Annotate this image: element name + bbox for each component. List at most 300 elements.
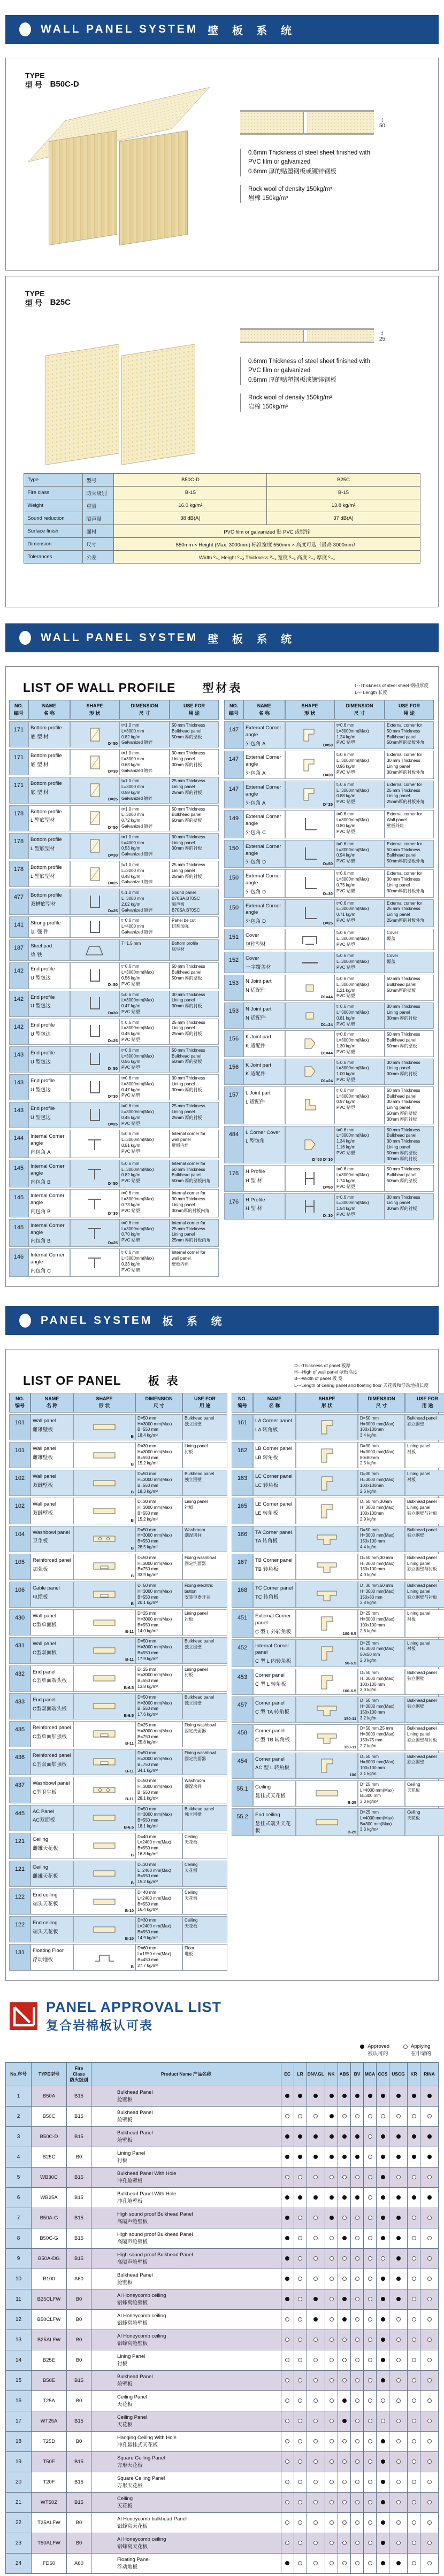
approved-dot-icon [338,2147,351,2168]
applying-dot-icon [307,2391,325,2411]
wall-profile-row [9,991,220,1017]
item-name: K Joint part K 适配件 [243,1030,285,1056]
item-no: 178 [9,861,28,887]
applying-dot-icon [364,2208,377,2228]
row-no: 21 [6,2493,32,2513]
applying-dot-icon [325,2228,338,2249]
row-product-name: High sound proof Bulkhead Panel 高隔声舱壁板 [91,2228,281,2249]
item-no: 430 [9,1609,30,1636]
cover-shape-icon [285,929,334,950]
row-product-name: Bulkhead Panel 舱壁板 [91,2127,281,2147]
panel-row [232,1414,444,1440]
approved-dot-icon [307,2188,325,2208]
item-use-for: Lining panel 衬板 [182,1498,227,1524]
item-dimension: D=50 mm H=3000 mm(Max) B=550 mm 18.1 kg/m² [135,1805,182,1831]
applying-dot-icon [338,2350,351,2371]
row-type: FD60 [32,2554,67,2574]
approved-dot-icon [389,2269,408,2289]
row-no: 12 [6,2310,32,2330]
applying-dot-icon [307,2513,325,2533]
item-use-for: 50 mm Thickness Bulkhead panel 50mm 厚的壁板 [385,1165,434,1191]
approved-dot-icon [408,2147,420,2168]
applying-dot-icon [351,2168,364,2188]
society-col-MCA: MCA [364,2063,377,2086]
approval-row [6,2533,439,2554]
item-no: 142 [9,962,28,989]
applying-dot-icon [281,2107,294,2127]
applying-dot-icon [294,2452,307,2472]
panel-row [232,1498,444,1524]
applying-dot-icon [351,2350,364,2371]
item-dimension: t=0.6 mm L=3000mm(Max) 0.45 kg/m PVC 贴塑 [119,1102,170,1128]
applying-dot-icon [351,2472,364,2493]
item-name: L Joint part L 适配件 [243,1086,285,1124]
applying-dot-icon [325,2411,338,2432]
item-name: Corner panel C 型 TA 转角板 [253,1696,296,1723]
applying-dot-icon [408,2513,420,2533]
approved-dot-icon [389,2249,408,2269]
item-no: 153 [224,975,243,1001]
applying-dot-icon [325,2432,338,2452]
applying-dot-icon [351,2452,364,2472]
approval-row [6,2208,439,2228]
item-use-for: 50 mm Thickness Bulkhead panel 50mm 厚的壁板 [170,1046,219,1073]
item-use-for: Bulkhead panel 独立围壁 [182,1414,227,1440]
panel-row [9,1777,227,1803]
applying-dot-icon [377,2411,389,2432]
applying-dot-icon [351,2533,364,2554]
item-name: TC Corner panel TC 转角板 [253,1582,296,1608]
applying-dot-icon [420,2228,439,2249]
item-use-for: 30 mm Thickness Lining panel 30mm 厚的衬板 [385,1193,434,1220]
item-name: LC Corner panel LC 转角板 [253,1470,296,1496]
applying-dot-icon [351,2228,364,2249]
item-no: 143 [9,1074,28,1100]
panel-row [232,1639,444,1667]
type-code: B25C [50,298,71,307]
applying-dot-icon [389,2310,408,2330]
applying-dot-icon [351,2289,364,2310]
row-fire-class: B15 [67,2452,91,2472]
item-name: TB Corner panel TB 转角板 [253,1554,296,1580]
applying-dot-icon [325,2289,338,2310]
applying-dot-icon [389,2350,408,2371]
applying-dot-icon [307,2411,325,2432]
lpanel-shape-icon [296,1414,358,1440]
applying-dot-icon [420,2249,439,2269]
angle-shape-icon: D=30 [285,869,334,897]
item-name: Cover 一字覆盖材 [243,952,285,973]
item-dimension: t=1.0 mm L=3000 mm 0.48 kg/m Galvanized 镀锌 [119,861,170,887]
wall-profile-row [9,833,220,859]
item-name: K Joint part K 适配件 [243,1059,285,1085]
applying-dot-icon [281,2310,294,2330]
item-name: Strong profile 加 强 件 [28,916,70,938]
applying-dot-icon [351,2391,364,2411]
angle-shape-icon: D=50 [285,840,334,868]
item-use-for: Sound panel B70SA,B70SC 隔声板 B70SA,B70SC [170,889,219,915]
row-product-name: High sound proof Bulkhead Panel 高隔声舱壁板 [91,2249,281,2269]
wall-profile-row [224,810,435,838]
profile-table-left [9,700,220,1277]
panel-shape-icon: B [73,1442,135,1468]
item-name: Bottom profile L 型底型材 [28,833,70,859]
item-no: 146 [9,1248,28,1276]
row-type: T20F [32,2472,67,2493]
approved-dot-icon [377,2330,389,2350]
item-use-for: 25 mm Thickness Lining panel 25mm 厚的衬板 [170,1102,219,1128]
row-no: 19 [6,2452,32,2472]
wall-profile-row [9,721,220,747]
approved-dot-icon [281,2188,294,2208]
item-no: 458 [232,1724,253,1750]
item-dimension: D=30 mm L=2400 mm(Max) B=550 mm 14.9 kg/m² [135,1916,182,1942]
panel-row [232,1442,444,1468]
applying-dot-icon [364,2452,377,2472]
bullet-icon [19,631,31,645]
table-header: NO. 编号 NAME 名 称 SHAPE 形 状 DIMENSION 尺 寸 USE FOR 用 途 [9,1393,227,1413]
applying-dot-icon [338,2452,351,2472]
steel-sheet-note: 0.6mm Thickness of steel sheet finished with PVC film or galvanized 0.6mm 厚的贴塑钢板或镀锌钢板 [240,357,428,385]
applying-dot-icon [338,2249,351,2269]
applying-dot-icon [364,2127,377,2147]
item-dimension: t=1.0 mm L=3000 mm 0.72 kg/m Galvanized 镀锌 [119,805,170,831]
item-use-for: Lining panel 衬板 [405,1442,444,1468]
approval-row [6,2452,439,2472]
row-no: 1 [6,2086,32,2107]
item-no: 143 [9,1102,28,1128]
item-use-for: Bottom profile 底型材 [170,939,219,961]
row-no: 2 [6,2107,32,2127]
item-use-for: Bulkhead panel Lining panel 独立围壁与衬板 [405,1554,444,1580]
row-type: B50CLFW [32,2310,67,2330]
applying-dot-icon [420,2391,439,2411]
approved-dot-icon [338,2086,351,2107]
item-name: Wall panel 双雌壁板 [30,1498,73,1524]
approved-dot-icon [281,2289,294,2310]
item-no: 435 [9,1721,30,1747]
applying-dot-icon [307,2350,325,2371]
item-no: 176 [224,1193,243,1220]
item-no: 454 [232,1753,253,1779]
approved-dot-icon [281,2147,294,2168]
item-use-for: Lining panel 衬板 [182,1609,227,1636]
item-name: End profile U 型包边 [28,1102,70,1128]
approval-legend: Approved 被认可的 Applying 在申请的 [5,2043,431,2058]
item-use-for: Internal corner for 25 mm Thickness Lining panel 25mm 厚的衬板内角 [170,1219,219,1247]
item-no: 145 [9,1219,28,1247]
item-no: 171 [9,777,28,803]
row-type: B25CLFW [32,2289,67,2310]
applying-dot-icon [364,2411,377,2432]
item-dimension: t=1.0 mm L=3000 mm 0.82 kg/m Galvanized 镀锌 [119,721,170,747]
section-title-cn: 板 系 统 [162,1316,227,1328]
approval-header-row: No.序号 TYPE型号 Fire Class 防火级别 Product Name 产品名称 EC LR DNV.GL NK ABS BV MCA CCS USCG KR RINA [6,2063,439,2086]
item-no: 168 [232,1582,253,1608]
panel-shape-icon: B-6.5 [73,1665,135,1692]
item-dimension: t=0.6 mm L=3000mm(Max) 1.30 kg/m PVC 贴塑 [334,1030,385,1056]
applying-dot-icon [408,2168,420,2188]
approved-dot-icon [351,2147,364,2168]
row-no: 10 [6,2269,32,2289]
approval-title [10,1999,439,2033]
item-no: 101 [9,1414,30,1440]
row-type: T50F [32,2452,67,2472]
item-dimension: t=1.0 mm L=3000 mm 2.02 kg/m Galvanized 镀锌 [119,889,170,915]
item-no: 445 [9,1805,30,1831]
society-col-CCS: CCS [377,2063,389,2086]
approved-dot-icon [377,2452,389,2472]
approved-dot-icon [389,2208,408,2228]
tpanel-shape-icon [296,1582,358,1608]
applying-dot-icon [408,2493,420,2513]
item-dimension: t=0.6 mm L=3000mm(Max) PVC 贴塑 [334,929,385,950]
item-use-for: 30 mm Thickness Lining panel 30mm 厚的衬板 [170,833,219,859]
applying-dot-icon [307,2493,325,2513]
table-header: NO. 编号 NAME 名 称 SHAPE 形 状 DIMENSION 尺 寸 USE FOR 用 途 [232,1393,444,1413]
society-col-USCG: USCG [389,2063,408,2086]
item-no: 102 [9,1470,30,1496]
applying-dot-icon [420,2472,439,2493]
applying-dot-icon [408,2310,420,2330]
approved-dot-icon [377,2554,389,2574]
item-name: External Corner angle 外包角 A [243,781,285,808]
applying-dot-icon [420,2411,439,2432]
row-type: T25A [32,2391,67,2411]
item-no: 147 [224,781,243,808]
approved-dot-icon [377,2228,389,2249]
row-product-name: Al Honeycomb ceiling 铝蜂窝舱壁板 [91,2310,281,2330]
panel-row [9,1609,227,1636]
approval-title-cn: 复合岩棉板认可表 [46,2018,153,2032]
row-fire-class: B15 [67,2208,91,2228]
item-name: Steel pad 垫 铁 [28,939,70,961]
panel-holes-shape-icon: B [73,1526,135,1552]
applying-dot-icon [364,2472,377,2493]
applying-dot-icon [325,2452,338,2472]
type-label [25,71,428,90]
applying-dot-icon [294,2472,307,2493]
approved-dot-icon [338,2391,351,2411]
item-dimension: D=25 mm L=4000 mm(Max) B=300 mm(Max) 3.3 kg/m² [358,1808,405,1836]
item-use-for: 30 mm Thickness Lining panel 30mm 厚的衬板 [385,1002,434,1029]
item-name: Washbowl panel 卫生板 [30,1526,73,1552]
wall-profile-row [224,1126,435,1164]
item-dimension: D=50 mm H=3000 mm(Max) B=550 mm 28.1 kg/m² [135,1777,182,1803]
item-no: 147 [224,721,243,749]
box-shape-icon: D=25 [70,861,119,887]
wall-profile-row [224,1030,435,1056]
row-no: 22 [6,2513,32,2533]
item-use-for: 50 mm Thickness Bulkhead panel 50mm 厚的壁板 [170,721,219,747]
item-dimension: t=0.6 mm L=3000mm(Max) 0.47 kg/m PVC 贴塑 [119,1074,170,1100]
item-use-for: Bulkhead panel 独立围壁 [405,1753,444,1779]
item-name: Cover 包柱型材 [243,929,285,950]
item-dimension: D=50 mm H=3000 mm(Max) 100x100 mm 3.0 kg/m [358,1669,405,1695]
applying-dot-icon [408,2269,420,2289]
row-type: T50ALFW [32,2533,67,2554]
applying-dot-icon [408,2432,420,2452]
item-no: 101 [9,1442,30,1468]
applying-dot-icon [351,2208,364,2228]
applying-dot-icon [325,2350,338,2371]
cross-section [240,110,374,135]
applying-dot-icon [364,2513,377,2533]
applying-dot-icon [294,2493,307,2513]
applying-dot-icon [294,2289,307,2310]
item-name: End profile U 型包边 [28,1019,70,1045]
panel-row [9,1554,227,1580]
type-b50cd-box [5,58,439,271]
applying-dot-icon [377,2391,389,2411]
approved-dot-icon [389,2147,408,2168]
approved-dot-icon [338,2188,351,2208]
approved-dot-icon [325,2127,338,2147]
row-fire-class: B0 [67,2432,91,2452]
applying-dot-icon [294,2513,307,2533]
item-no: 122 [9,1888,30,1915]
approved-dot-icon [389,2086,408,2107]
approved-dot-icon [281,2228,294,2249]
item-dimension: D=25 mm H=3000 mm(Max) 100x100 mm 2.6 kg/m [358,1609,405,1637]
item-dimension: D=50 mm H=3000 mm(Max) B=550 mm 17.6 kg/m² [135,1693,182,1719]
panel-shape-icon: B-25 [296,1808,358,1836]
wall-profile-row [224,1165,435,1191]
type-label [25,289,428,308]
row-no: 14 [6,2350,32,2371]
applying-dot-icon [408,2452,420,2472]
wall-profile-row [9,861,220,887]
row-type: B50A-G [32,2208,67,2228]
approval-row [6,2310,439,2330]
item-no: 484 [224,1126,243,1164]
row-no: 11 [6,2289,32,2310]
item-dimension: t=0.6 mm L=3000mm(Max) 0.94 kg/m PVC 贴塑 [334,840,385,868]
item-name: Internal Corner angle 内包角 B [28,1160,70,1187]
row-fire-class: B0 [67,2289,91,2310]
applying-dot-icon [420,2513,439,2533]
applying-dot-icon [408,2472,420,2493]
applying-dot-icon [325,2493,338,2513]
item-use-for: 50 mm Thickness Bulkhead panel 30 mm Thickness Lining panel 50mm 厚的壁板 30mm 厚的衬板 [385,1126,434,1164]
wall-profile-row [9,1102,220,1128]
k-shape-icon: D=50 D=30 [285,1126,334,1164]
rockwool-panel-right [121,344,195,465]
approved-dot-icon [377,2289,389,2310]
row-fire-class: B0 [67,2310,91,2330]
approval-row [6,2371,439,2391]
profile-table-right [224,700,435,1277]
item-no: 131 [9,1944,30,1970]
applying-dot-icon [403,2045,408,2049]
wall-profile-row [224,929,435,950]
lpanel-shape-icon: 100-6.5 [296,1609,358,1637]
item-name: External Corner angle 外包角 A [243,751,285,778]
panel-shape-icon: B [73,1861,135,1887]
approved-dot-icon [294,2188,307,2208]
wall-profile-row [9,749,220,775]
row-product-name: Square Ceiling Panel 方形天花板 [91,2472,281,2493]
item-no: 433 [9,1693,30,1719]
row-product-name: Bulkhead Panel With Hole 冲孔舱壁板 [91,2168,281,2188]
item-name: Corner panel C 型 TB 转角板 [253,1724,296,1750]
panel-shape-icon: B-6.5 [73,1805,135,1831]
isometric-panel-drawing [16,94,240,246]
applying-dot-icon [307,2432,325,2452]
panel-notch-shape-icon: B-11 [73,1721,135,1747]
row-no: 8 [6,2228,32,2249]
applying-dot-icon [420,2330,439,2350]
item-use-for: Bulkhead panel Lining panel 独立围壁与衬板 [405,1582,444,1608]
section-title-en: PANEL SYSTEM [41,1314,153,1326]
item-name: N Joint part N 适配件 [243,975,285,1001]
panel-row [232,1696,444,1723]
wall-profile-row [224,1193,435,1220]
u-shape-icon: D=25 [70,1019,119,1045]
approval-row [6,2330,439,2350]
applying-dot-icon [294,2228,307,2249]
item-use-for: Fixing elechtric button 安装电器开关 [182,1582,227,1608]
applying-dot-icon [420,2350,439,2371]
item-dimension: D=50 mm H=3000 mm(Max) 100x100 mm 3.1 kg/m [358,1753,405,1779]
applying-dot-icon [420,2493,439,2513]
applying-dot-icon [408,2350,420,2371]
approval-row [6,2513,439,2533]
applying-dot-icon [408,2228,420,2249]
h-shape-icon: D=50 [285,1165,334,1191]
item-no: 106 [9,1582,30,1608]
drawing-notes [240,357,428,412]
row-type: B50E [32,2371,67,2391]
item-use-for: Ceiling 天花板 [405,1780,444,1807]
section-header-panel-system [5,1306,439,1335]
item-no: 141 [9,916,28,938]
panel-shape-icon: B-10 [73,1916,135,1942]
row-no: 4 [6,2147,32,2168]
item-use-for: Panel be cut 切割加强 [170,916,219,938]
u-shape-icon: D=50 [70,1046,119,1073]
approved-dot-icon [377,2086,389,2107]
applying-dot-icon [281,2330,294,2350]
applying-dot-icon [281,2533,294,2554]
item-dimension: t=0.6 mm L=3000mm(Max) 0.96 kg/m PVC 贴塑 [334,751,385,778]
applying-dot-icon [338,2208,351,2228]
type-word: TYPE 型 号 [25,289,45,307]
lpanel-shape-icon: 100 [296,1753,358,1779]
spec-table [24,473,420,564]
item-use-for: Ceiling 天花板 [182,1861,227,1887]
item-no: 152 [224,952,243,973]
item-dimension: t=0.6 mm L=3000mm(Max) 0.51 kg/m PVC 贴塑 [119,1130,170,1158]
spec-row: Weight 重量 16.0 kg/m² 13.8 kg/m² [24,499,420,512]
society-col-EC: EC [281,2063,294,2086]
item-name: Bottom profile 底 型 材 [28,777,70,803]
panel-table-right [232,1393,444,1971]
item-dimension: t=0.6 mm L=3000mm(Max) 1.24 kg/m PVC 贴塑 [334,721,385,749]
approved-dot-icon [389,2289,408,2310]
row-product-name: Bulkhead Panel 舱壁板 [91,2269,281,2289]
approval-row [6,2086,439,2107]
row-product-name: Bulkhead Panel With Hole 冲孔舱壁板 [91,2188,281,2208]
row-fire-class: B0 [67,2533,91,2554]
row-type: B50A-DG [32,2249,67,2269]
item-no: 165 [232,1498,253,1524]
item-name: External Corner angle 外包角 D [243,840,285,868]
panel-row [9,1944,227,1970]
item-dimension: D=25 mm H=3000 mm(Max) B=550 mm 13.8 kg/m² [135,1665,182,1692]
row-product-name: Lining Panel 衬板 [91,2147,281,2168]
applying-dot-icon [338,2330,351,2350]
